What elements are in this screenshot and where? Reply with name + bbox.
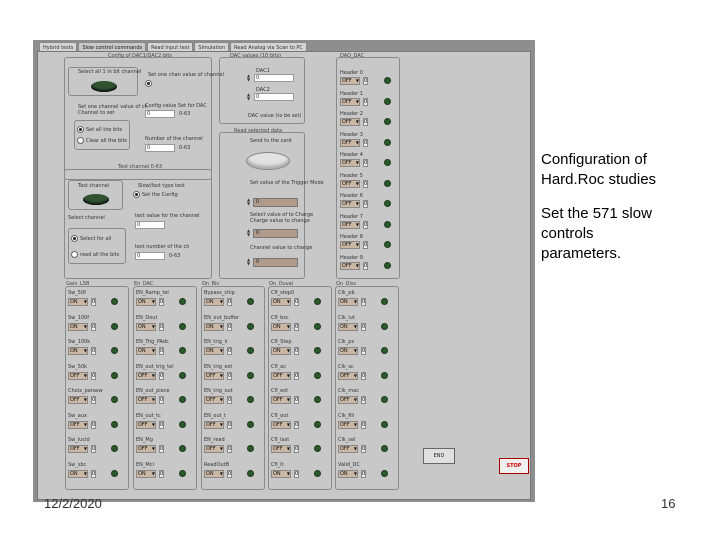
column-led xyxy=(179,396,186,403)
column-row-label: ReadOutB xyxy=(204,461,230,468)
column-row-label: EN_Ramp_tel xyxy=(136,290,169,296)
column-led xyxy=(314,421,321,428)
column-led xyxy=(314,323,321,330)
slide-line-3: Set the 571 slow xyxy=(541,205,652,222)
column-led xyxy=(247,470,254,477)
column-select[interactable]: OFF ▼ xyxy=(338,445,358,453)
slide-text-1 xyxy=(541,150,656,190)
header-label: Header 0 xyxy=(340,70,363,76)
header-label: Header 6 xyxy=(340,193,363,199)
column-led xyxy=(314,396,321,403)
channel-change-field[interactable]: 0 xyxy=(253,258,298,267)
label-slow-fast: Slow/fast type test xyxy=(138,183,185,189)
column-row-label: Cfl_bsc xyxy=(271,314,289,321)
column-select[interactable]: OFF ▼ xyxy=(136,396,156,404)
test-number-range: 0-63 xyxy=(169,253,181,259)
column-row-label: EN_trig_ext xyxy=(204,363,233,370)
column-select[interactable]: ON ▼ xyxy=(338,298,358,306)
header-led xyxy=(384,159,391,166)
column-select[interactable]: ON ▼ xyxy=(338,470,358,478)
header-label: Header 4 xyxy=(340,152,363,158)
column-select[interactable]: ON ▼ xyxy=(271,323,291,331)
header-select[interactable]: OFF ▼ xyxy=(340,98,360,106)
trigger-frame-title: Test channel 0-63 xyxy=(118,164,163,170)
column-value[interactable]: 0 xyxy=(295,299,299,305)
column-select[interactable]: ON ▼ xyxy=(204,347,224,355)
column-value[interactable]: 0 xyxy=(228,299,232,305)
header-value[interactable]: 0 xyxy=(364,139,368,146)
column-value[interactable]: 0 xyxy=(160,421,164,428)
column-led xyxy=(247,421,254,428)
column-row-label: Cfl_ac xyxy=(271,363,286,370)
header-led xyxy=(384,221,391,228)
header-led xyxy=(384,139,391,146)
header-led xyxy=(384,180,391,187)
column-led xyxy=(381,445,388,452)
column-led xyxy=(111,396,118,403)
column-select[interactable]: OFF ▼ xyxy=(136,421,156,429)
label-charge-change: Charge value to change xyxy=(250,218,310,224)
header-label: Header 2 xyxy=(340,111,363,117)
column-row-label: EN_out_t xyxy=(204,412,227,419)
column-row-label: Clk_ps xyxy=(338,339,355,345)
column-value[interactable]: 0 xyxy=(160,397,164,403)
column-row-label: Sw_aux xyxy=(68,412,87,419)
column-row-label: Sw_100f xyxy=(68,314,90,321)
label-set-channel: Set one channel value of ch xyxy=(78,104,148,110)
header-label: Header 8 xyxy=(340,234,363,240)
column-select[interactable]: OFF ▼ xyxy=(68,372,88,380)
header-label: Header 9 xyxy=(340,254,363,261)
tab-4[interactable]: Read Analog via Scan to PC xyxy=(230,42,307,53)
column-row-label: Clk_sel xyxy=(338,437,356,443)
tab-1[interactable]: Slow control commands xyxy=(78,42,146,53)
column-select[interactable]: ON ▼ xyxy=(271,470,291,478)
header-value[interactable]: 0 xyxy=(364,262,368,269)
column-led xyxy=(247,347,254,354)
column-led xyxy=(179,372,186,379)
value-field-1[interactable]: 0 xyxy=(145,110,175,118)
column-led xyxy=(381,372,388,379)
column-value[interactable]: 0 xyxy=(295,397,299,403)
column-led xyxy=(247,396,254,403)
label-dac2: DAC2 xyxy=(256,87,270,93)
config-radio[interactable] xyxy=(133,191,140,198)
column-led xyxy=(179,298,186,305)
column-select[interactable]: ON ▼ xyxy=(136,470,156,478)
column-select[interactable]: ON ▼ xyxy=(338,323,358,331)
column-select[interactable]: ON ▼ xyxy=(68,470,88,478)
header-led xyxy=(384,98,391,105)
column-row-label: Cfl_step0 xyxy=(271,290,295,296)
column-select[interactable]: ON ▼ xyxy=(338,347,358,355)
dk2-spinner[interactable]: ▲ ▼ xyxy=(247,228,251,237)
label-test-channel: Test channel xyxy=(78,183,110,189)
column-row-label: Clk_sc xyxy=(338,363,354,370)
slide-line-1: Configuration of xyxy=(541,151,647,168)
column-value[interactable]: 0 xyxy=(92,323,96,330)
column-row-label: EN_out_trig_tel xyxy=(136,363,174,370)
column-row-label: EN_read xyxy=(204,437,225,443)
column-select[interactable]: OFF ▼ xyxy=(271,396,291,404)
value-field-2[interactable]: 0 xyxy=(145,144,175,152)
column-select[interactable]: OFF ▼ xyxy=(271,372,291,380)
column-title: On_Disc xyxy=(336,281,357,287)
set-one-radio[interactable] xyxy=(145,80,152,87)
column-row-label: Clk_lut xyxy=(338,314,355,321)
column-led xyxy=(381,347,388,354)
column-value[interactable]: 0 xyxy=(160,323,164,330)
column-led xyxy=(111,323,118,330)
column-led xyxy=(314,445,321,452)
column-led xyxy=(179,421,186,428)
column-row-label: EN_out_buffer xyxy=(204,314,240,321)
label-charge: Select value of to Charge xyxy=(250,212,314,218)
label-select-channel: Select channel xyxy=(68,215,105,221)
column-select[interactable]: OFF ▼ xyxy=(338,421,358,429)
column-row-label: Bypass_chip xyxy=(204,290,235,296)
column-led xyxy=(314,470,321,477)
header-select[interactable]: OFF ▼ xyxy=(340,262,360,270)
column-value[interactable]: 0 xyxy=(160,372,164,379)
column-value[interactable]: 0 xyxy=(92,421,96,428)
header-value[interactable]: 0 xyxy=(364,180,368,187)
header-select[interactable]: OFF ▼ xyxy=(340,241,360,249)
column-value[interactable]: 0 xyxy=(228,397,232,403)
column-value[interactable]: 0 xyxy=(295,372,299,379)
footer-page: 16 xyxy=(661,496,676,511)
column-value[interactable]: 0 xyxy=(160,446,164,452)
select-for-all-radio[interactable] xyxy=(71,235,78,242)
column-value[interactable]: 0 xyxy=(295,470,299,477)
trigger-mode-field[interactable]: 0 xyxy=(253,198,298,207)
read-frame-title: Read selected data xyxy=(234,128,283,134)
column-select[interactable]: OFF ▼ xyxy=(204,396,224,404)
column-value[interactable]: 0 xyxy=(92,372,96,379)
column-row-label: EN_out_piece xyxy=(136,388,170,394)
end-button[interactable]: END xyxy=(423,448,455,464)
column-led xyxy=(179,470,186,477)
slow-control-panel xyxy=(37,51,531,500)
column-select[interactable]: ON ▼ xyxy=(204,323,224,331)
send-button[interactable] xyxy=(246,152,290,170)
column-value[interactable]: 0 xyxy=(295,348,299,354)
daq-dac-title: DAQ_DAC xyxy=(340,53,365,59)
column-led xyxy=(247,445,254,452)
header-led xyxy=(384,77,391,84)
column-select[interactable]: ON ▼ xyxy=(68,298,88,306)
column-led xyxy=(179,347,186,354)
charge-field[interactable]: 0 xyxy=(253,229,298,238)
column-row-label: Cfl_Step xyxy=(271,339,292,345)
column-value[interactable]: 0 xyxy=(92,470,96,477)
header-value[interactable]: 0 xyxy=(364,160,368,166)
column-led xyxy=(179,323,186,330)
column-value[interactable]: 0 xyxy=(295,323,299,330)
screenshot xyxy=(33,40,535,502)
column-value[interactable]: 0 xyxy=(228,323,232,330)
header-select[interactable]: OFF ▼ xyxy=(340,77,360,85)
label-trigger-mode: Set value of the Trigger Mode xyxy=(250,180,324,186)
column-led xyxy=(314,372,321,379)
column-value[interactable]: 0 xyxy=(295,446,299,452)
label-select-for-all: Select for all xyxy=(80,236,112,242)
column-value[interactable]: 0 xyxy=(362,470,366,477)
label-select-all: Select all 1 in bit channel xyxy=(78,69,142,75)
column-value[interactable]: 0 xyxy=(160,299,164,305)
column-value[interactable]: 0 xyxy=(228,348,232,354)
header-led xyxy=(384,118,391,125)
column-led xyxy=(111,372,118,379)
header-value[interactable]: 0 xyxy=(364,119,368,125)
column-value[interactable]: 0 xyxy=(160,470,164,477)
dk1-spinner[interactable]: ▲ ▼ xyxy=(247,197,251,206)
label-number-channel: Number of the channel xyxy=(145,136,203,142)
header-select[interactable]: OFF ▼ xyxy=(340,200,360,208)
column-led xyxy=(247,323,254,330)
column-value[interactable]: 0 xyxy=(362,421,366,428)
column-select[interactable]: OFF ▼ xyxy=(204,421,224,429)
column-value[interactable]: 0 xyxy=(362,372,366,379)
column-value[interactable]: 0 xyxy=(295,421,299,428)
read-all-radio[interactable] xyxy=(71,251,78,258)
label-channel-change: Channel value to change xyxy=(250,245,313,251)
column-row-label: Cfl_last xyxy=(271,437,290,443)
column-select[interactable]: ON ▼ xyxy=(204,298,224,306)
column-row-label: EN_Mcl xyxy=(136,461,154,468)
column-row-label: Clk_pb xyxy=(338,290,355,296)
header-value[interactable]: 0 xyxy=(364,201,368,207)
column-led xyxy=(381,421,388,428)
column-led xyxy=(111,445,118,452)
column-row-label: Clk_fill xyxy=(338,412,355,419)
column-led xyxy=(314,298,321,305)
header-value[interactable]: 0 xyxy=(364,98,368,105)
column-row-label: EN_Dout xyxy=(136,314,158,321)
column-select[interactable]: OFF ▼ xyxy=(68,421,88,429)
column-row-label: Cfl_ext xyxy=(271,388,289,394)
dac2-spinner[interactable]: ▲ ▼ xyxy=(247,92,251,101)
column-value[interactable]: 0 xyxy=(362,397,366,403)
column-value[interactable]: 0 xyxy=(92,299,96,305)
column-value[interactable]: 0 xyxy=(362,348,366,354)
column-select[interactable]: ON ▼ xyxy=(204,470,224,478)
label-set-all: Set all the bits xyxy=(86,127,123,133)
column-row-label: Cfl_lt xyxy=(271,461,284,468)
label-dac-value: DAC value (to be set) xyxy=(248,113,302,119)
value-range-2: 0-63 xyxy=(179,145,191,151)
column-row-label: Sw_lucid xyxy=(68,437,90,443)
header-value[interactable]: 0 xyxy=(364,242,368,248)
column-select[interactable]: OFF ▼ xyxy=(136,445,156,453)
label-set-config: Set the Config xyxy=(142,192,178,198)
header-label: Header 3 xyxy=(340,131,363,138)
dac2-field[interactable]: 0 xyxy=(254,93,294,101)
column-led xyxy=(111,421,118,428)
column-value[interactable]: 0 xyxy=(228,446,232,452)
set-all-bits-radio[interactable] xyxy=(77,126,84,133)
label-read-all: read all the bits xyxy=(80,252,120,258)
column-row-label: Clk_mac xyxy=(338,388,359,394)
tab-0[interactable]: Hybrid tests xyxy=(39,42,77,53)
column-select[interactable]: OFF ▼ xyxy=(68,396,88,404)
column-row-label: Valid_DC xyxy=(338,461,360,468)
dk3-spinner[interactable]: ▲ ▼ xyxy=(247,257,251,266)
column-select[interactable]: OFF ▼ xyxy=(271,421,291,429)
slide-line-4: controls xyxy=(541,225,594,242)
column-led xyxy=(247,372,254,379)
column-led xyxy=(381,396,388,403)
column-row-label: EN_trig_lr xyxy=(204,339,228,345)
column-value[interactable]: 0 xyxy=(228,372,232,379)
column-select[interactable]: OFF ▼ xyxy=(204,445,224,453)
column-led xyxy=(381,298,388,305)
stop-button[interactable]: STOP xyxy=(499,458,529,474)
column-row-label: Sw_100k xyxy=(68,339,91,345)
header-label: Header 7 xyxy=(340,213,363,220)
column-select[interactable]: ON ▼ xyxy=(136,347,156,355)
test-number-field[interactable]: 0 xyxy=(135,252,165,260)
label-test-number: test number of the ch xyxy=(135,244,190,250)
footer-date: 12/2/2020 xyxy=(44,496,102,511)
dac-values-title: DAC values (10 bits) xyxy=(230,53,282,59)
column-value[interactable]: 0 xyxy=(228,470,232,477)
column-row-label: EN_trig_out xyxy=(204,388,233,394)
label-value: Config value Set for DAC xyxy=(145,103,207,109)
column-row-label: Sw_sbc xyxy=(68,461,87,468)
header-select[interactable]: OFF ▼ xyxy=(340,221,360,229)
column-select[interactable]: ON ▼ xyxy=(271,298,291,306)
column-led xyxy=(247,298,254,305)
column-select[interactable]: ON ▼ xyxy=(68,347,88,355)
column-select[interactable]: ON ▼ xyxy=(271,347,291,355)
column-led xyxy=(111,298,118,305)
column-title: Gain_LSB xyxy=(66,281,90,287)
slide-text-2 xyxy=(541,204,652,264)
label-test-value: test value for the channel xyxy=(135,213,200,219)
header-select[interactable]: OFF ▼ xyxy=(340,118,360,126)
column-select[interactable]: ON ▼ xyxy=(68,323,88,331)
column-value[interactable]: 0 xyxy=(228,421,232,428)
column-select[interactable]: OFF ▼ xyxy=(338,396,358,404)
label-send-card: Send to the card xyxy=(250,138,292,144)
header-label: Header 1 xyxy=(340,90,363,97)
column-select[interactable]: OFF ▼ xyxy=(136,372,156,380)
header-value[interactable]: 0 xyxy=(364,221,368,228)
column-row-label: EN_Mg xyxy=(136,437,153,443)
column-row-label: Sw_50f xyxy=(68,290,86,296)
dac1-field[interactable]: 0 xyxy=(254,74,294,82)
column-led xyxy=(111,347,118,354)
tab-3[interactable]: Simulation xyxy=(194,42,229,53)
header-value[interactable]: 0 xyxy=(364,78,368,84)
label-set-one: Set one chan value of channel xyxy=(148,72,224,78)
column-led xyxy=(314,347,321,354)
header-select[interactable]: OFF ▼ xyxy=(340,180,360,188)
column-select[interactable]: OFF ▼ xyxy=(271,445,291,453)
clear-all-bits-radio[interactable] xyxy=(77,137,84,144)
header-led xyxy=(384,241,391,248)
column-row-label: Sw_50k xyxy=(68,363,88,370)
column-select[interactable]: OFF ▼ xyxy=(338,372,358,380)
header-select[interactable]: OFF ▼ xyxy=(340,139,360,147)
tab-2[interactable]: Read Input test xyxy=(147,42,193,53)
test-value-field[interactable]: 0 xyxy=(135,221,165,229)
column-led xyxy=(179,445,186,452)
column-select[interactable]: OFF ▼ xyxy=(204,372,224,380)
column-value[interactable]: 0 xyxy=(362,446,366,452)
column-value[interactable]: 0 xyxy=(92,397,96,403)
header-led xyxy=(384,200,391,207)
column-row-label: EN_Trig_PAdc xyxy=(136,339,169,345)
dac1-spinner[interactable]: ▲ ▼ xyxy=(247,73,251,82)
column-value[interactable]: 0 xyxy=(92,348,96,354)
column-led xyxy=(111,470,118,477)
column-value[interactable]: 0 xyxy=(362,323,366,330)
select-all-toggle[interactable] xyxy=(91,81,117,92)
dac-frame-title: Config of DAC1/DAC2 bits xyxy=(108,53,172,59)
header-led xyxy=(384,262,391,269)
test-channel-toggle[interactable] xyxy=(83,194,109,205)
column-row-label: Cfl_out xyxy=(271,412,289,419)
column-select[interactable]: OFF ▼ xyxy=(68,445,88,453)
select-box-2 xyxy=(68,228,126,264)
header-label: Header 5 xyxy=(340,172,363,179)
column-led xyxy=(381,470,388,477)
column-title: On_Ouval xyxy=(269,281,294,287)
header-select[interactable]: OFF ▼ xyxy=(340,159,360,167)
column-title: On_Bis xyxy=(202,281,220,287)
label-channel-to-set: Channel to set xyxy=(78,110,115,116)
column-value[interactable]: 0 xyxy=(160,348,164,354)
bits-box xyxy=(74,120,130,150)
slide-line-5: parameters. xyxy=(541,245,622,262)
column-select[interactable]: ON ▼ xyxy=(136,298,156,306)
column-value[interactable]: 0 xyxy=(362,299,366,305)
column-led xyxy=(381,323,388,330)
label-clear-all: Clear all the bits xyxy=(86,138,128,144)
column-select[interactable]: ON ▼ xyxy=(136,323,156,331)
column-row-label: EN_out_tc xyxy=(136,412,161,419)
column-title: En_DAC xyxy=(134,281,154,287)
value-range-1: 0-63 xyxy=(179,111,191,117)
column-value[interactable]: 0 xyxy=(92,446,96,452)
column-row-label: Choix_parasw xyxy=(68,388,103,394)
label-dac1: DAC1 xyxy=(256,68,270,74)
slide-line-2: Hard.Roc studies xyxy=(541,171,657,188)
